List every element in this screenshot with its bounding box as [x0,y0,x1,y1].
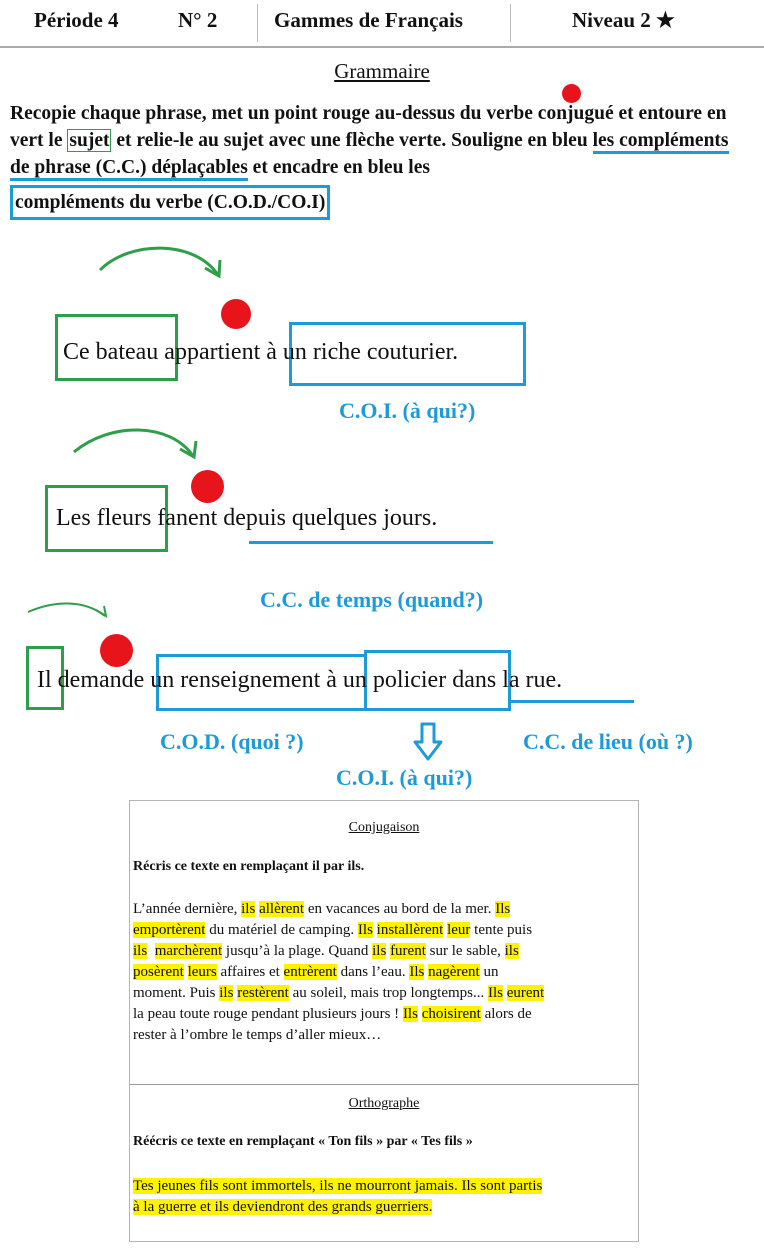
header-divider [510,4,511,42]
orthographe-text [133,1176,633,1218]
highlighted-word: allèrent [259,901,305,917]
highlighted-word: ils [133,943,148,959]
cod-boxed: compléments du verbe (C.O.D./CO.I) [10,185,330,220]
highlighted-word: Ils [402,1006,418,1022]
exercise-panel [129,800,639,1242]
text-segment: moment. Puis [133,985,220,1001]
text-segment: alors de [480,1006,532,1022]
highlighted-word: Ils [488,985,503,1001]
text-segment: la peau toute rouge pendant plusieurs jours ! [133,1006,403,1022]
numero-label: N° 2 [178,8,218,32]
cc-temps-question: (quand?) [397,587,484,612]
cc-underline [249,541,493,544]
highlighted-word: nagèrent [428,964,480,980]
highlighted-word: posèrent [133,964,184,980]
red-dot-marker [221,299,251,329]
cc-underline [508,700,634,703]
highlighted-word: ils [504,943,519,959]
header-divider [257,4,258,42]
instruction-text: et encadre en bleu les [247,157,430,178]
highlighted-word: eurent [506,985,545,1001]
text-line [133,941,633,962]
complement: à un riche couturier. [266,339,459,365]
down-arrow-icon [412,722,444,762]
highlighted-word: choisirent [421,1006,481,1022]
text-line [133,920,633,941]
cc-temps-text: C.C. de temps [260,587,392,612]
text-segment: affaires et [216,964,284,980]
conjugaison-text [133,899,633,1046]
highlighted-word: Ils [495,901,511,917]
text-segment: sur le sable, [425,943,505,959]
subject: Les fleurs [56,505,152,531]
instruction-text: et relie-le au sujet avec une flèche verte. Souligne en bleu [111,130,593,151]
highlighted-word: furent [390,943,426,959]
orthographe-title: Orthographe [348,1096,420,1111]
text-line [133,1025,633,1046]
verb: fanent [151,505,224,531]
highlighted-word: emportèrent [133,922,206,938]
text-segment: rester à l’ombre le temps d’aller mieux… [133,1027,382,1043]
highlighted-word: Ils [357,922,373,938]
highlighted-line: Tes jeunes fils sont immortels, ils ne mourront jamais. Ils sont partis [133,1178,543,1194]
cod-label: C.O.D. (quoi ?) [160,729,304,754]
text-segment: en vacances au bord de la mer. [304,901,496,917]
cc-temps-label [260,587,483,613]
highlighted-word: leur [447,922,471,938]
orthographe-question: Réécris ce texte en remplaçant « Ton fils » par « Tes fils » [133,1134,473,1149]
gamme-label: Gammes de Français [274,8,463,32]
highlighted-word: entrèrent [283,964,337,980]
text-segment: jusqu’à la plage. Quand [222,943,373,959]
text-line [133,1004,633,1025]
sentence-1 [63,339,458,366]
periode-label: Période 4 [34,8,119,32]
text-segment: tente puis [470,922,533,938]
highlighted-word: marchèrent [154,943,223,959]
highlighted-word: Ils [409,964,425,980]
coi-label: C.O.I. (à qui?) [336,765,473,790]
sujet-boxed: sujet [69,130,110,151]
text-segment: du matériel de camping. [205,922,358,938]
instruction-text: Recopie chaque phrase, met un point rouge au-dessus du verbe conjugué et entoure en vert le [10,103,727,151]
sentence-2 [56,505,437,532]
highlighted-word: restèrent [237,985,289,1001]
text-segment: L’année dernière, [133,901,242,917]
red-dot-marker [100,634,133,667]
niveau-label: Niveau 2 ★ [572,8,675,32]
subject: Ce bateau [63,339,159,365]
text-line [133,962,633,983]
red-dot-marker [562,84,581,103]
grammaire-instruction [10,100,750,220]
highlighted-word: ils [241,901,256,917]
verb: appartient [158,339,267,365]
complement: depuis quelques jours. [223,505,438,531]
text-segment: un [479,964,499,980]
cc: dans la rue. [452,667,563,693]
conjugaison-title: Conjugaison [348,820,420,835]
highlighted-word: ils [372,943,387,959]
coi-label-clip [0,760,764,790]
text-line [133,899,633,920]
coi-label: C.O.I. (à qui?) [339,398,476,423]
red-dot-marker [191,470,224,503]
conjugaison-question: Récris ce texte en remplaçant il par ils. [133,859,365,874]
text-segment: dans l’eau. [336,964,410,980]
cc-underlined: les compléments de phrase (C.C.) déplaçables [10,130,729,181]
coi: à un policier [326,667,447,693]
highlighted-word: ils [219,985,234,1001]
highlighted-line: à la guerre et ils deviendront des grands guerriers. [133,1199,433,1215]
grammaire-title: Grammaire [334,59,430,83]
subject: Il [37,667,52,693]
cc-lieu-label: C.C. de lieu (où ?) [523,729,693,754]
sentence-3 [37,667,562,694]
highlighted-word: leurs [187,964,217,980]
text-segment: au soleil, mais trop longtemps... [288,985,488,1001]
verb: demande [51,667,151,693]
text-segment [147,943,155,959]
highlighted-word: installèrent [376,922,444,938]
panel-divider [130,1084,638,1085]
cod: un renseignement [150,667,321,693]
worksheet-header [0,0,764,48]
text-line [133,983,633,1004]
